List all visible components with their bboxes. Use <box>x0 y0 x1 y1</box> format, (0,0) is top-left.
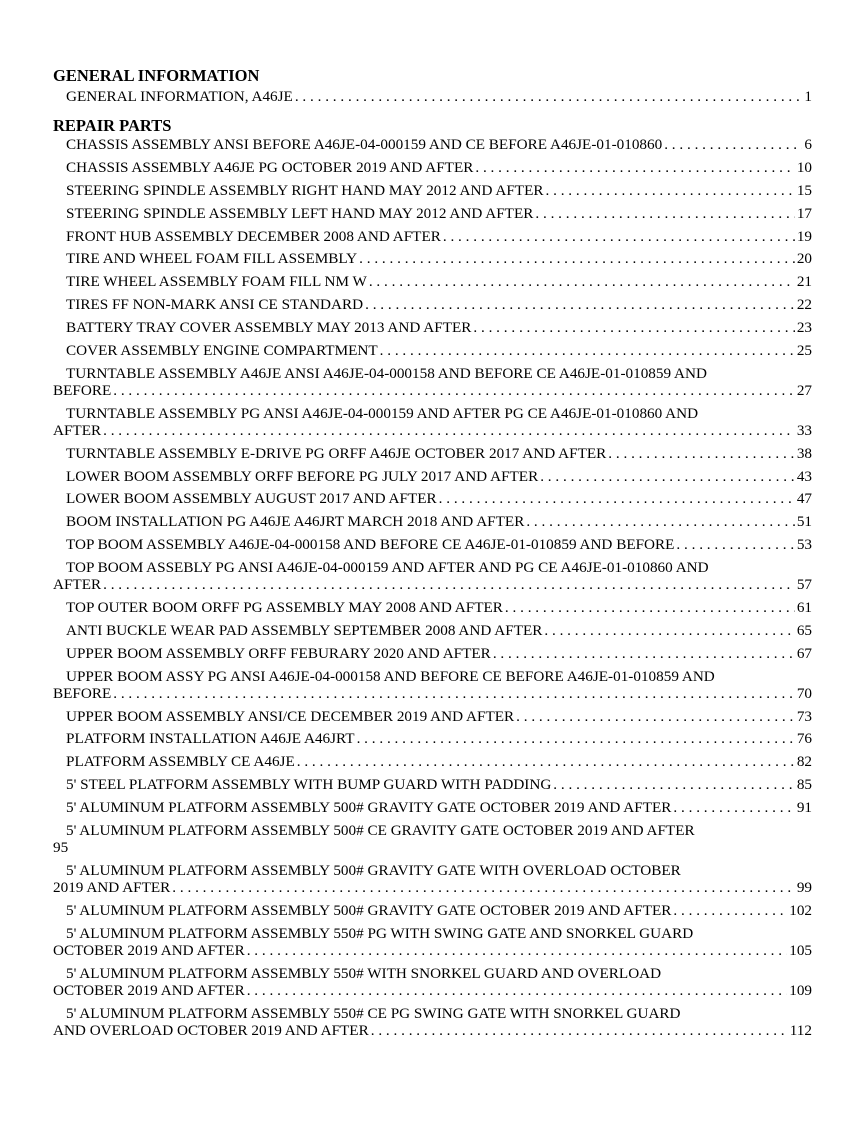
dot-leader <box>608 445 795 462</box>
toc-entry-line <box>53 342 812 359</box>
dot-leader <box>113 382 795 399</box>
toc-entry-line <box>53 982 812 999</box>
toc-entry[interactable] <box>53 536 812 553</box>
toc-entry-line <box>53 445 812 462</box>
toc-entry-title: BATTERY TRAY COVER ASSEMBLY MAY 2013 AND AFTER <box>66 319 472 337</box>
toc-entry[interactable] <box>53 965 812 999</box>
toc-entry[interactable] <box>53 622 812 639</box>
toc-entry[interactable] <box>53 136 812 153</box>
toc-entry-title-line1: 5' ALUMINUM PLATFORM ASSEMBLY 550# CE PG SWING GATE WITH SNORKEL GUARD <box>66 1004 681 1022</box>
toc-entry-title: TIRES FF NON-MARK ANSI CE STANDARD <box>66 296 364 314</box>
section-title: REPAIR PARTS <box>53 116 172 135</box>
toc-entry[interactable] <box>53 342 812 359</box>
dot-leader <box>295 88 803 105</box>
dot-leader <box>493 645 795 662</box>
toc-entry-title: UPPER BOOM ASSEMBLY ANSI/CE DECEMBER 2019 AND AFTER <box>66 707 515 725</box>
toc-entry[interactable] <box>53 468 812 485</box>
toc-entry[interactable] <box>53 319 812 336</box>
dot-leader <box>369 273 795 290</box>
toc-entry[interactable] <box>53 776 812 793</box>
toc-entry-page: 105 <box>789 941 812 959</box>
toc-entry-line <box>53 879 812 896</box>
toc-entry-title: CHASSIS ASSEMBLY A46JE PG OCTOBER 2019 AND AFTER <box>66 158 474 176</box>
toc-entry-page: 43 <box>796 467 812 485</box>
toc-entry-title: GENERAL INFORMATION, A46JE <box>66 88 293 105</box>
table-of-contents <box>53 66 812 1044</box>
dot-leader <box>365 296 795 313</box>
dot-leader <box>297 753 795 770</box>
toc-entry-title: COVER ASSEMBLY ENGINE COMPARTMENT <box>66 342 378 360</box>
toc-entry-title-line2: OCTOBER 2019 AND AFTER <box>53 941 245 959</box>
toc-entry-line <box>53 182 812 199</box>
toc-entry[interactable] <box>53 182 812 199</box>
toc-entry-page: 25 <box>796 342 812 360</box>
toc-entry-line <box>53 645 812 662</box>
toc-entry[interactable] <box>53 1005 812 1039</box>
toc-entry-title: 5' ALUMINUM PLATFORM ASSEMBLY 500# GRAVITY GATE OCTOBER 2019 AND AFTER <box>66 901 672 919</box>
toc-entry-title: LOWER BOOM ASSEMBLY AUGUST 2017 AND AFTER <box>66 490 437 508</box>
toc-entry-title: 5' STEEL PLATFORM ASSEMBLY WITH BUMP GUARD WITH PADDING <box>66 776 552 794</box>
toc-entry-line <box>53 296 812 313</box>
toc-entry-title: PLATFORM ASSEMBLY CE A46JE <box>66 753 295 771</box>
dot-leader <box>103 422 795 439</box>
toc-entry-page: 73 <box>796 707 812 725</box>
toc-entry[interactable] <box>53 799 812 816</box>
toc-entry[interactable] <box>53 730 812 747</box>
toc-entry-line <box>53 382 812 399</box>
toc-entry-line <box>53 599 812 616</box>
toc-entry-title: ANTI BUCKLE WEAR PAD ASSEMBLY SEPTEMBER 2008 AND AFTER <box>66 621 543 639</box>
toc-entry-page: 47 <box>796 490 812 508</box>
toc-entry-page: 76 <box>796 730 812 748</box>
toc-entry-title-line1: 5' ALUMINUM PLATFORM ASSEMBLY 550# WITH SNORKEL GUARD AND OVERLOAD <box>66 964 662 982</box>
toc-entry-line <box>53 685 812 702</box>
dot-leader <box>673 902 787 919</box>
toc-entry-line <box>53 273 812 290</box>
toc-entry-title: TOP BOOM ASSEMBLY A46JE-04-000158 AND BEFORE CE A46JE-01-010859 AND BEFORE <box>66 536 675 554</box>
toc-entry-title: LOWER BOOM ASSEMBLY ORFF BEFORE PG JULY 2017 AND AFTER <box>66 467 539 485</box>
toc-entry-page: 23 <box>796 319 812 337</box>
dot-leader <box>359 250 795 267</box>
toc-entry-title: PLATFORM INSTALLATION A46JE A46JRT <box>66 730 355 748</box>
dot-leader <box>676 536 794 553</box>
toc-entry-line <box>53 902 812 919</box>
toc-entry-title-line2: 2019 AND AFTER <box>53 878 171 896</box>
toc-entry-line <box>53 942 812 959</box>
toc-entry-title: UPPER BOOM ASSEMBLY ORFF FEBURARY 2020 AND AFTER <box>66 644 491 662</box>
toc-entry-page: 15 <box>796 181 812 199</box>
toc-entry-line <box>53 159 812 176</box>
toc-entry-page: 6 <box>804 136 812 153</box>
toc-entry[interactable] <box>53 445 812 462</box>
toc-entry-title: FRONT HUB ASSEMBLY DECEMBER 2008 AND AFTER <box>66 227 441 245</box>
dot-leader <box>247 942 788 959</box>
dot-leader <box>553 776 795 793</box>
toc-entry-line <box>53 776 812 793</box>
toc-entry-title: TURNTABLE ASSEMBLY E-DRIVE PG ORFF A46JE OCTOBER 2017 AND AFTER <box>66 444 607 462</box>
toc-entry-page: 85 <box>796 776 812 794</box>
toc-entry[interactable] <box>53 753 812 770</box>
toc-entry-line <box>53 1022 812 1039</box>
toc-entry[interactable] <box>53 159 812 176</box>
toc-entry-line <box>53 205 812 222</box>
toc-entry[interactable] <box>53 559 812 593</box>
toc-entry-page: 57 <box>796 576 812 594</box>
section-title: GENERAL INFORMATION <box>53 66 260 85</box>
toc-entry-title-line1: TOP BOOM ASSEBLY PG ANSI A46JE-04-000159 AND AFTER AND PG CE A46JE-01-010860 AND <box>66 559 709 577</box>
toc-entry-page: 91 <box>796 799 812 817</box>
toc-entry-page: 21 <box>796 273 812 291</box>
toc-entry-title-line1: TURNTABLE ASSEMBLY PG ANSI A46JE-04-000159 AND AFTER PG CE A46JE-01-010860 AND <box>66 404 699 422</box>
dot-leader <box>540 468 795 485</box>
toc-entry-page: 20 <box>796 250 812 268</box>
toc-entry-line <box>53 468 812 485</box>
toc-entry-title: TIRE WHEEL ASSEMBLY FOAM FILL NM W <box>66 273 367 291</box>
dot-leader <box>443 228 795 245</box>
toc-entry-title: 5' ALUMINUM PLATFORM ASSEMBLY 500# GRAVITY GATE OCTOBER 2019 AND AFTER <box>66 799 672 817</box>
toc-entry-line <box>53 88 812 105</box>
dot-leader <box>247 982 788 999</box>
toc-entry-line <box>53 228 812 245</box>
toc-entry[interactable] <box>53 599 812 616</box>
toc-entry-page: 22 <box>796 296 812 314</box>
dot-leader <box>475 159 794 176</box>
toc-entry-line <box>53 753 812 770</box>
toc-entry-title: BOOM INSTALLATION PG A46JE A46JRT MARCH 2018 AND AFTER <box>66 513 525 531</box>
toc-entry-page: 27 <box>796 381 812 399</box>
toc-entry[interactable] <box>53 365 812 399</box>
toc-entry-line <box>53 730 812 747</box>
dot-leader <box>544 622 794 639</box>
toc-entry-page: 38 <box>796 444 812 462</box>
toc-entry-page: 53 <box>796 536 812 554</box>
toc-entry[interactable] <box>53 822 812 856</box>
toc-entry-line <box>53 576 812 593</box>
toc-entry[interactable] <box>53 273 812 290</box>
toc-entry[interactable] <box>53 405 812 439</box>
toc-entry[interactable] <box>53 902 812 919</box>
toc-entry-page: 17 <box>796 204 812 222</box>
toc-entry-line <box>53 422 812 439</box>
toc-entry-title-line2: BEFORE <box>53 684 112 702</box>
toc-entry-line <box>53 319 812 336</box>
toc-entry-page: 10 <box>796 158 812 176</box>
toc-entry-line <box>53 513 812 530</box>
toc-entry[interactable] <box>53 862 812 896</box>
toc-entry-line <box>53 136 812 153</box>
toc-entry-title: STEERING SPINDLE ASSEMBLY RIGHT HAND MAY 2012 AND AFTER <box>66 181 544 199</box>
toc-entry-line <box>53 799 812 816</box>
toc-entry-title: TIRE AND WHEEL FOAM FILL ASSEMBLY <box>66 250 358 268</box>
dot-leader <box>371 1022 788 1039</box>
toc-entry-page: 109 <box>789 981 812 999</box>
toc-entry[interactable] <box>53 668 812 702</box>
toc-entry[interactable] <box>53 296 812 313</box>
toc-entry[interactable] <box>53 708 812 725</box>
toc-entry-line <box>53 708 812 725</box>
toc-entry-page: 112 <box>789 1021 812 1039</box>
dot-leader <box>516 708 795 725</box>
toc-entry-title: TOP OUTER BOOM ORFF PG ASSEMBLY MAY 2008 AND AFTER <box>66 599 503 617</box>
toc-entry-page: 82 <box>796 753 812 771</box>
dot-leader <box>113 685 795 702</box>
toc-entry[interactable] <box>53 205 812 222</box>
toc-entry-title: CHASSIS ASSEMBLY ANSI BEFORE A46JE-04-000159 AND CE BEFORE A46JE-01-010860 <box>66 136 663 153</box>
toc-entry[interactable] <box>53 490 812 507</box>
toc-entry-page: 67 <box>796 644 812 662</box>
dot-leader <box>380 342 795 359</box>
toc-entry-title-line2: AFTER <box>53 576 102 594</box>
toc-entry-title-line2: AND OVERLOAD OCTOBER 2019 AND AFTER <box>53 1021 369 1039</box>
toc-entry[interactable] <box>53 645 812 662</box>
toc-entry-page: 1 <box>804 88 812 105</box>
dot-leader <box>505 599 795 616</box>
toc-entry-line <box>53 250 812 267</box>
dot-leader <box>172 879 795 896</box>
dot-leader <box>535 205 794 222</box>
toc-entry-title-line1: UPPER BOOM ASSY PG ANSI A46JE-04-000158 AND BEFORE CE BEFORE A46JE-01-010859 AND <box>66 667 715 685</box>
toc-entry-title-line2: OCTOBER 2019 AND AFTER <box>53 981 245 999</box>
toc-entry-page: 61 <box>796 599 812 617</box>
toc-entry-page: 33 <box>796 421 812 439</box>
toc-entry-line <box>53 839 812 856</box>
toc-entry[interactable] <box>53 250 812 267</box>
dot-leader <box>357 730 795 747</box>
toc-entry-title-line1: 5' ALUMINUM PLATFORM ASSEMBLY 500# GRAVITY GATE WITH OVERLOAD OCTOBER <box>66 861 681 879</box>
toc-entry-title-line1: TURNTABLE ASSEMBLY A46JE ANSI A46JE-04-000158 AND BEFORE CE A46JE-01-010859 AND <box>66 364 707 382</box>
dot-leader <box>439 490 795 507</box>
toc-entry-title-line1: 5' ALUMINUM PLATFORM ASSEMBLY 500# CE GRAVITY GATE OCTOBER 2019 AND AFTER <box>66 822 695 840</box>
toc-entry-line <box>53 536 812 553</box>
toc-entry[interactable] <box>53 228 812 245</box>
toc-entry-page: 51 <box>796 513 812 531</box>
toc-entry-title-line1: 5' ALUMINUM PLATFORM ASSEMBLY 550# PG WITH SWING GATE AND SNORKEL GUARD <box>66 924 694 942</box>
toc-entry-page: 19 <box>796 227 812 245</box>
toc-entry-title-line2: BEFORE <box>53 381 112 399</box>
toc-entry-title: STEERING SPINDLE ASSEMBLY LEFT HAND MAY 2012 AND AFTER <box>66 204 534 222</box>
toc-entry-line <box>53 622 812 639</box>
toc-entry[interactable] <box>53 513 812 530</box>
dot-leader <box>546 182 795 199</box>
toc-entry-title-line2: AFTER <box>53 421 102 439</box>
toc-entry-page: 95 <box>53 839 69 857</box>
toc-entry-page: 99 <box>796 878 812 896</box>
toc-entry-page: 70 <box>796 684 812 702</box>
toc-entry[interactable] <box>53 925 812 959</box>
dot-leader <box>664 136 802 153</box>
dot-leader <box>473 319 794 336</box>
dot-leader <box>673 799 794 816</box>
toc-entry-page: 65 <box>796 621 812 639</box>
dot-leader <box>526 513 794 530</box>
toc-entry-line <box>53 490 812 507</box>
toc-entry-page: 102 <box>789 901 812 919</box>
toc-entry[interactable] <box>53 88 812 105</box>
dot-leader <box>103 576 795 593</box>
